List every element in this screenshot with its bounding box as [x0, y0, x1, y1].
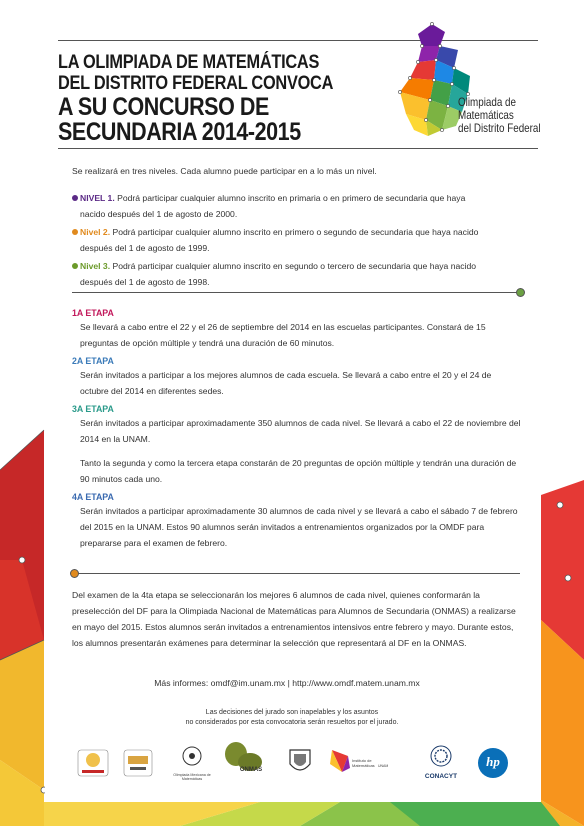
- stage-1-title: 1A ETAPA: [72, 308, 114, 318]
- level-3-name: Nivel 3.: [80, 261, 111, 271]
- sponsor-logo-onmas: [220, 740, 270, 784]
- jury-note-line-1: Las decisiones del jurado son inapelables y los asuntos: [205, 709, 379, 716]
- sponsor-logo-sesu: [122, 748, 154, 778]
- stage-1: [72, 307, 522, 351]
- sponsor-im-label: Instituto de Matemáticas: [352, 758, 375, 768]
- title-bottom-rule: [58, 148, 538, 149]
- sponsor-onmas-label: ONMAS: [239, 767, 263, 773]
- stages-list: [72, 304, 522, 555]
- title-line-2: DEL DISTRITO FEDERAL CONVOCA: [58, 73, 334, 94]
- level-3-dot-icon: [72, 263, 78, 269]
- level-2-text: Podrá participar cualquier alumno inscrito en primero o segundo de secundaria que haya nacido: [110, 227, 479, 237]
- section-rule-2-node-icon: [70, 569, 79, 578]
- level-2-name: Nivel 2.: [80, 227, 111, 237]
- level-item-3: [72, 258, 522, 290]
- jury-note-line-2: no considerados por esta convocatoria serán resueltos por el jurado.: [185, 719, 399, 726]
- sponsor-logo-sep: [76, 748, 110, 778]
- stage-1-text: Se llevará a cabo entre el 22 y el 26 de septiembre del 2014 en las escuelas participantes. Constará de 15 preguntas de opción múltiple y tendrá una duración de 60 minutos.: [80, 322, 486, 348]
- level-1-name: NIVEL 1.: [80, 193, 115, 203]
- level-1-dot-icon: [72, 195, 78, 201]
- title-line-1: LA OLIMPIADA DE MATEMÁTICAS: [58, 52, 320, 73]
- level-item-2: [72, 224, 522, 256]
- stage-4-title: 4A ETAPA: [72, 492, 114, 502]
- stage-2-text: Serán invitados a participar a los mejores alumnos de cada escuela. Se llevará a cabo entre el 20 y el 24 de octubre del 2014 en diferentes sedes.: [80, 370, 492, 396]
- level-3-text: Podrá participar cualquier alumno inscrito en segundo o tercero de secundaria que haya nacido: [110, 261, 477, 271]
- level-1-cont: nacido después del 1 de agosto de 2000.: [80, 209, 238, 219]
- stage-4-text: Serán invitados a participar aproximadamente 30 alumnos de cada nivel y se llevará a cabo el sábado 7 de febrero del 2015 en la UNAM. Estos 90 alumnos serán invitados a entrenamientos organizados por la OMDF para prepararse para el examen de febrero.: [80, 506, 518, 548]
- level-2-dot-icon: [72, 229, 78, 235]
- sponsor-im-sub: UNAM: [378, 764, 389, 768]
- level-3-cont: después del 1 de agosto de 1998.: [80, 277, 210, 287]
- stage-2-title: 2A ETAPA: [72, 356, 114, 366]
- logo-text: [458, 95, 541, 135]
- final-paragraph: Del examen de la 4ta etapa se seleccionarán los mejores 6 alumnos de cada nivel, quienes conformarán la preselección del DF para la Olimpiada Nacional de Matemáticas para Alumnos de Secundaria (ONMAS) a realizarse en mayo del 2015. Estos alumnos serán invitados a entrenamientos intensivos entre febrero y mayo. Durante estos, los alumnos presentarán exámenes para determinar la selección que representará al DF en la ONMAS.: [72, 590, 516, 648]
- sponsor-hp-label: hp: [486, 754, 500, 769]
- stage-3-note: Tanto la segunda y como la tercera etapa constarán de 20 preguntas de opción múltiple y tendrán una duración de 90 minutos cada uno.: [80, 458, 517, 484]
- level-1-text: Podrá participar cualquier alumno inscrito en primaria o en primero de secundaria que haya: [114, 193, 466, 203]
- stage-3-title: 3A ETAPA: [72, 404, 114, 414]
- sponsor-logos: [68, 740, 528, 790]
- contact-info: Más informes: omdf@im.unam.mx | http://www.omdf.matem.unam.mx: [154, 678, 420, 688]
- sponsor-logo-omm: [172, 744, 212, 784]
- logo-line-3: del Distrito Federal: [458, 121, 541, 135]
- sponsor-logo-conacyt: [418, 744, 464, 784]
- sponsor-logo-im: [328, 746, 392, 782]
- sponsor-logo-unam: [282, 744, 318, 780]
- logo-line-2: Matemáticas: [458, 108, 514, 122]
- page-title: [58, 52, 358, 144]
- stage-2: [72, 355, 522, 399]
- logo-line-1: Olimpiada de: [458, 95, 516, 109]
- level-item-1: [72, 190, 522, 222]
- stage-3: [72, 403, 522, 487]
- title-line-4: SECUNDARIA 2014-2015: [58, 118, 301, 146]
- sponsor-omm-label: Olimpiada Mexicana de Matemáticas: [173, 773, 211, 781]
- level-2-cont: después del 1 de agosto de 1999.: [80, 243, 210, 253]
- title-line-3: A SU CONCURSO DE: [58, 93, 269, 121]
- sponsor-conacyt-label: CONACYT: [424, 773, 458, 780]
- stage-4: [72, 491, 522, 551]
- section-rule-2: [76, 573, 520, 574]
- levels-list: [72, 190, 522, 292]
- jury-note: [72, 708, 512, 728]
- intro-text: Se realizará en tres niveles. Cada alumno puede participar en a lo más un nivel.: [72, 166, 377, 176]
- sponsor-logo-hp: [476, 746, 510, 780]
- stage-3-text: Serán invitados a participar aproximadamente 350 alumnos de cada nivel. Se llevará a cabo el 22 de noviembre del 2014 en la UNAM.: [80, 418, 521, 444]
- section-rule-1-node-icon: [516, 288, 525, 297]
- section-rule-1: [72, 292, 520, 293]
